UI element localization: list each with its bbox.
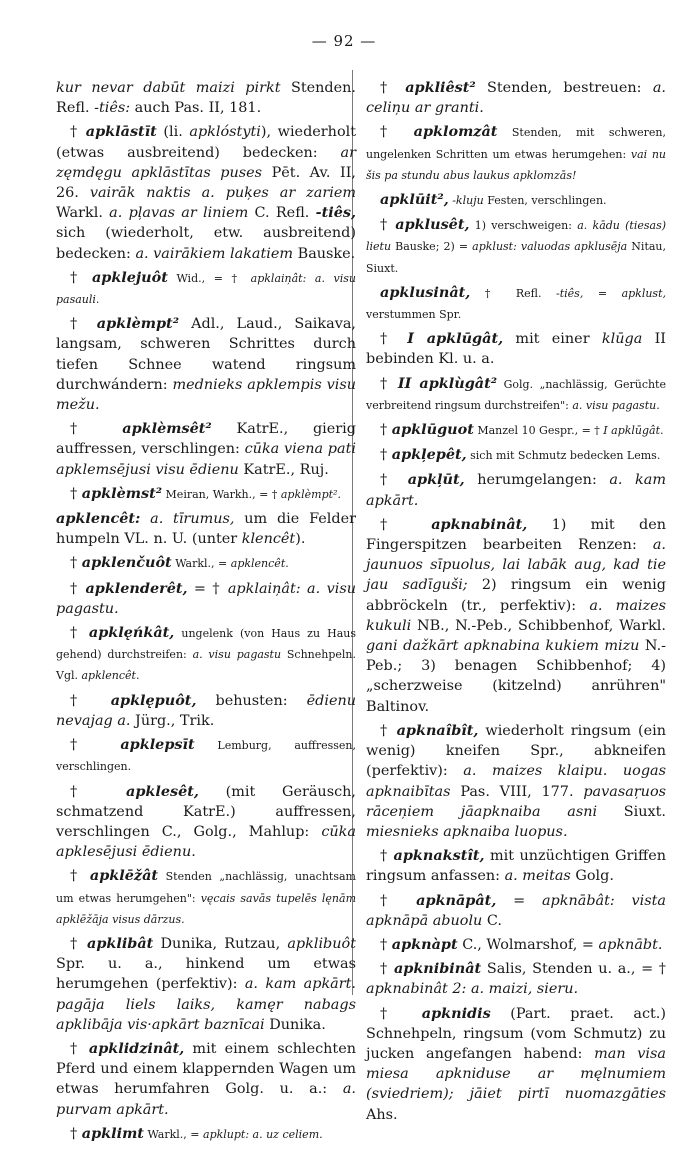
entry-text: † [70,868,90,885]
entry-headword: apklèmpt² [96,315,180,333]
entry-text: = † [187,580,228,597]
entry-headword: apklèmsêt² [122,420,212,438]
dictionary-entry [56,122,356,263]
entry-text: sich (wiederholt, etw. ausbreitend) bedecken: [56,225,356,262]
entry-text: † [380,848,394,865]
entry-headword: apklomzât [413,123,498,141]
entry-text: a. kam apkārt. [366,472,666,509]
entry-text: † [70,580,86,597]
entry-text: a. purvam apkārt. [56,1081,356,1118]
entry-text: vai nu šis pa stundu abus laukus apklomzās! [366,147,666,182]
entry-headword: apknaîbît, [396,721,479,739]
entry-text: Warkl., = [171,557,231,571]
entry-text: KatrE., Ruj. [238,461,329,478]
entry-text: Stenden, bestreuen: [475,80,653,96]
entry-text: Ahs. [366,1106,398,1123]
entry-text: KatrE., gierig auffressen, verschlingen: [56,421,356,458]
dictionary-entry [56,623,356,687]
entry-headword: apklępuôt, [110,691,197,709]
entry-text: † [70,783,127,800]
entry-headword: I apklūgât, [407,330,504,348]
entry-text: Nitau, Siuxt. [366,240,667,275]
entry-text: -tiês, = apklust, [556,286,666,300]
entry-text: apklupt: a. uz celiem. [203,1127,323,1141]
entry-text: sich mit Schmutz bedecken Lems. [466,449,661,463]
entry-text: † [70,421,123,438]
entry-headword: apklesêt, [126,782,199,800]
dictionary-entry [56,314,356,415]
entry-text: † [380,124,414,141]
entry-text: gani dažkārt apknabina kukiem mizu [366,638,640,655]
entry-text: Pēt. Av. II, 26. [56,164,356,202]
entry-text: † [70,1125,82,1142]
dictionary-entry [56,419,356,480]
entry-text: † [70,555,82,572]
entry-text: † [70,485,82,502]
entry-text: † [70,316,97,333]
entry-text: apknābât: vista apknāpā abuolu [366,892,666,929]
dictionary-entry [366,329,666,369]
entry-text: auch Pas. II, 181. [130,100,262,117]
entry-text: man visa miesa apkniduse ar męlnumiem (sviedriem); jāiet pirtī nuomazgāties [366,1045,666,1103]
entry-text: apklaiņât: a. visu pagastu. [56,580,356,617]
entry-text: um die Felder humpeln VL. n. U. (unter [56,511,356,548]
entry-headword: apklūit², [380,191,449,209]
entry-text: -kluju [448,194,484,208]
entry-text: N.-Peb.; 3) benagen Schibbenhof; 4) „scherzweise (kitzelnd) anrühren" Baltinov. [366,638,667,715]
entry-text: 2) ringsum ein wenig abbröckeln (tr., perfektiv): [366,577,666,614]
entry-text: vairāk naktis a. puķes ar zariem [89,185,356,202]
entry-text: C. Refl. [248,205,316,222]
entry-text: † [380,331,408,348]
entry-headword: apklusinât, [380,283,471,301]
dictionary-entry [366,374,666,416]
entry-text: Salis, Stenden u. a., = † [481,961,666,978]
entry-text: † [70,625,89,642]
entry-text: † [380,375,398,392]
entry-text: Stenden, mit schweren, ungelenken Schritten um etwas herumgehen: [366,126,666,161]
entry-text: a. visu pagastu. [572,398,660,412]
entry-text: Stenden „nachlässig, unachtsam um etwas herumgehen": [56,870,356,905]
entry-text: Spr. u. a., hinkend um etwas herumgehen (perfektiv): [56,956,356,993]
entry-text: ar zęmdęgu apklāstītas puses [56,144,356,181]
entry-text: Festen, verschlingen. [483,194,607,208]
entry-text: ungelenk (von Haus zu Haus gehend) durchstreifen: [56,627,356,662]
entry-headword: apklāstīt [85,123,157,141]
entry-text: Stenden. Refl. [56,80,356,117]
entry-text: Warkl. [56,205,110,222]
entry-text: † [70,737,121,754]
entry-text: † [380,1005,422,1022]
entry-headword: apklibât [87,934,154,952]
dictionary-entry [56,691,356,731]
entry-text: behusten: [196,692,307,709]
entry-headword: apklenčuôt [81,554,172,572]
entry-text: apklencêt. [81,669,140,683]
dictionary-entry [56,78,356,118]
entry-text: † [380,422,392,439]
entry-text: = [496,892,542,909]
entry-text: klūga [601,331,643,348]
entry-text: ēdienu nevajag a. [56,692,356,729]
entry-text: Wid., = † [167,271,251,285]
entry-text: mit einer [503,331,602,348]
entry-headword: apknidis [421,1004,491,1022]
entry-headword: apklusêt, [395,216,470,234]
dictionary-entry [56,1039,356,1120]
dictionary-entry [366,190,666,211]
dictionary-entry [56,866,356,930]
dictionary-entry [366,515,666,717]
entry-headword: apklejuôt [91,268,168,286]
entry-headword: apklęńkât, [88,624,175,642]
entry-text: † [70,1040,89,1057]
entry-headword: apkliêst² [405,79,476,96]
dictionary-entry [56,782,356,863]
entry-text: mednieks apklempis visu mežu. [56,376,356,414]
entry-text: Adl., Laud., Saikava, langsam, schweren Schrittes durch tiefen Schnee watend ringsum durchwándern: [56,316,356,393]
entry-text: klencêt [241,531,296,548]
entry-text: † [380,936,392,953]
entry-headword: apknakstît, [393,847,485,865]
entry-text: apklencêt. [230,557,289,571]
dictionary-entry [366,283,666,325]
entry-text: cūka apklesējusi ēdienu. [56,823,356,861]
entry-text: NB., N.-Peb., Schibbenhof, Warkl. [411,617,666,634]
entry-text: cūka viena pati apklemsējusi visu ēdienu [56,441,356,478]
entry-text: † [380,217,396,234]
entry-text: a. pļavas ar liniem [109,205,249,222]
page-number: — 92 — [311,32,377,50]
entry-text: apklaiņât: a. visu pasauli. [56,271,356,307]
entry-text: † [380,961,394,978]
entry-text: apknābt. [598,936,663,953]
entry-text: apknabinât 2: a. maizi, sieru. [366,981,579,998]
entry-text: † [70,269,92,286]
entry-text: verstummen Spr. [366,308,462,322]
dictionary-entry [366,445,666,466]
left-column [56,78,356,1149]
dictionary-entry [366,935,666,955]
dictionary-entry [366,122,666,186]
dictionary-entry [366,470,666,510]
entry-text: miesnieks apknaiba luopus. [366,823,568,840]
entry-text: apklóstyti [189,124,261,141]
dictionary-entry [366,78,666,118]
entry-headword: apklēžât [89,867,159,885]
dictionary-entry [56,579,356,619]
dictionary-entry [56,553,356,574]
dictionary-entry [56,934,356,1035]
entry-headword: apklencêt: [56,510,141,528]
entry-text: a. meitas [504,868,571,885]
entry-text: Manzel 10 Gespr., = † [473,424,604,438]
entry-text: Bauske. [293,245,356,262]
entry-text: C. [482,912,502,929]
entry-headword: apknāpât, [416,891,497,909]
entry-text: † [380,516,432,533]
dictionary-entry [56,484,356,505]
dictionary-entry [56,509,356,549]
entry-headword: apklepsīt [120,736,195,754]
entry-text: Golg. „nachlässig, Gerüchte verbreitend ringsum durchstreifen": [366,377,666,412]
entry-text: C., Wolmarshof, = [457,936,599,953]
entry-text: mit einem schlechten Pferd und einem klappernden Wagen um etwas herumfahren Golg. u. a.: [56,1040,356,1098]
entry-text: (li. [156,124,190,141]
entry-text: apklèmpt². [280,487,341,501]
dictionary-entry [366,420,666,441]
dictionary-entry [366,846,666,886]
entry-headword: apknabinât, [431,515,528,533]
entry-text: pavasaŗuos rāceņiem jāapknaiba asni [366,783,666,820]
entry-text: † [70,124,86,141]
entry-text: apklust: valuodas apklusēja [472,240,628,254]
entry-text: vęcais savās tupelēs lęnām apklēžāja visus dārzus. [56,891,356,926]
entry-headword: II apklùgât² [397,374,498,392]
entry-text: a. vairākiem lakatiem [135,245,294,262]
entry-text: Siuxt. [597,803,666,820]
dictionary-entry [366,959,666,999]
entry-headword: apklenderêt, [85,579,188,597]
entry-text: Bauske; 2) = [391,240,473,254]
entry-text: mit unzüchtigen Griffen ringsum anfassen: [366,848,666,885]
entry-headword: apklidzinât, [88,1039,185,1057]
entry-text: † [70,692,111,709]
right-column [366,78,666,1129]
entry-headword: -tiês, [315,204,356,222]
entry-text: Pas. VIII, 177. [450,783,584,800]
dictionary-entry [366,215,666,279]
entry-text: Meiran, Warkh., = † [162,487,281,501]
entry-text: a. tīrumus, [140,511,235,528]
entry-text: † [380,472,408,489]
entry-headword: apklimt [81,1124,144,1142]
entry-text: a. visu pagastu [192,648,282,662]
entry-text: † [70,935,87,952]
entry-text: a. maizes klaipu. uogas apknaibītas [366,763,667,800]
entry-text: † Refl. [470,286,557,300]
entry-text: apklibuôt [287,935,356,952]
dictionary-entry [366,1004,666,1125]
entry-text: ). [295,531,306,548]
entry-text: Warkl., = [143,1127,204,1141]
entry-text: 1) mit den Fingerspitzen bearbeiten Renzen: [366,516,666,554]
entry-text: a. celiņu ar granti. [366,80,666,117]
entry-text: a. jaunuos sīpuolus, lai labāk aug, kad tie jau sadīguši; [366,537,666,594]
entry-text: I apklūgât. [603,424,664,438]
entry-text: 1) verschweigen: [469,219,578,233]
entry-text: a. maizes kukuli [366,597,666,634]
entry-text: † [380,722,397,739]
entry-text: Jürg., Trik. [130,712,215,729]
entry-headword: apkļepêt, [391,446,467,464]
entry-text: wiederholt ringsum (ein wenig) kneifen Spr., abkneifen (perfektiv): [366,722,666,780]
dictionary-entry [56,735,356,777]
entry-text: Lemburg, auffressen, verschlingen. [56,739,356,774]
entry-text: Schnehpeln. Vgl. [56,648,357,683]
entry-text: (Part. praet. act.) Schnehpeln, ringsum (vom Schmutz) zu jucken angefangen habend: [366,1005,666,1062]
entry-text: † [380,892,417,909]
entry-text: † [380,80,406,96]
dictionary-entry [56,268,356,310]
entry-headword: apknàpt [391,935,458,953]
entry-text: a. kādu (tiesas) lietu [366,219,667,254]
entry-text: kur nevar dabūt maizi pirkt [56,80,281,96]
dictionary-entry [56,1124,356,1145]
entry-text: Golg. [570,868,614,885]
entry-headword: apknibinât [393,960,482,978]
entry-text: herumgelangen: [464,472,610,489]
dictionary-entry [366,891,666,931]
entry-text: † [380,447,392,464]
entry-text: Dunika. [264,1016,326,1033]
entry-headword: apkļūt, [407,471,465,489]
entry-text: -tiês: [94,100,131,117]
entry-text: ), wiederholt (etwas ausbreitend) bedecken: [56,124,356,161]
entry-text: II bebinden Kl. u. a. [366,331,666,368]
entry-headword: apklūguot [391,421,474,439]
entry-text: (mit Geräusch, schmatzend KatrE.) auffressen, verschlingen C., Golg., Mahlup: [56,783,356,840]
entry-text: a. kam apkārt. pagāja liels laiks, kamęr nabags apklibāja vis·apkārt baznīcai [56,976,356,1033]
dictionary-entry [366,721,666,842]
entry-text: Dunika, Rutzau, [153,935,288,952]
entry-headword: apklèmst² [81,484,163,502]
